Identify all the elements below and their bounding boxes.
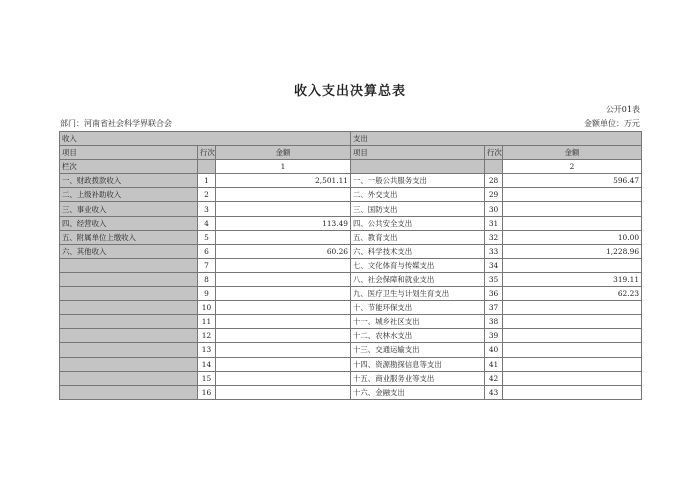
income-row-no-cell: 7 [198, 258, 216, 272]
income-item-cell [60, 329, 198, 343]
income-row-no-header: 行次 [198, 146, 216, 160]
page-title: 收入支出决算总表 [293, 84, 406, 99]
expense-amount-cell [503, 329, 642, 343]
expense-amount-cell [503, 301, 642, 315]
expense-item-cell: 六、科学技术支出 [351, 244, 485, 258]
income-row-no-cell: 1 [198, 174, 216, 188]
income-amount-cell [216, 188, 351, 202]
expense-col-number: 2 [503, 160, 642, 174]
expense-row-no-cell: 37 [485, 301, 503, 315]
expense-item-cell: 二、外交支出 [351, 188, 485, 202]
income-amount-cell [216, 272, 351, 286]
income-item-cell: 二、上级补助收入 [60, 188, 198, 202]
expense-row-no-cell: 33 [485, 244, 503, 258]
expense-row-no-cell: 39 [485, 329, 503, 343]
income-item-cell [60, 301, 198, 315]
income-row-no-cell: 13 [198, 343, 216, 357]
expense-amount-cell [503, 315, 642, 329]
income-item-cell [60, 357, 198, 371]
table-row [60, 371, 642, 385]
table-row [60, 272, 642, 286]
expense-col-no-blank [351, 160, 485, 174]
income-item-cell: 六、其他收入 [60, 244, 198, 258]
expense-amount-cell [503, 343, 642, 357]
expense-row-no-cell: 40 [485, 343, 503, 357]
department-label: 部门：河南省社会科学界联合会 [60, 119, 172, 128]
income-amount-cell [216, 343, 351, 357]
expense-amount-cell [503, 371, 642, 385]
expense-item-cell: 七、文化体育与传媒支出 [351, 258, 485, 272]
expense-row-no-cell: 41 [485, 357, 503, 371]
table-row [60, 188, 642, 202]
expense-row-no-cell: 32 [485, 230, 503, 244]
form-number: 公开01表 [605, 105, 640, 114]
expense-item-cell: 十三、交通运输支出 [351, 343, 485, 357]
table-row [60, 329, 642, 343]
table-row [60, 244, 642, 258]
income-amount-cell [216, 202, 351, 216]
income-amount-cell: 113.49 [216, 216, 351, 230]
income-item-cell [60, 287, 198, 301]
income-amount-cell [216, 371, 351, 385]
income-item-cell [60, 343, 198, 357]
expense-item-cell: 一、一般公共服务支出 [351, 174, 485, 188]
income-amount-cell [216, 287, 351, 301]
income-col-number: 1 [216, 160, 351, 174]
expense-row-no-cell: 31 [485, 216, 503, 230]
expense-amount-cell: 596.47 [503, 174, 642, 188]
expense-item-cell: 十二、农林水支出 [351, 329, 485, 343]
expense-amount-cell [503, 188, 642, 202]
expense-item-cell: 十四、资源勘探信息等支出 [351, 357, 485, 371]
income-row-no-cell: 16 [198, 385, 216, 399]
expense-amount-cell [503, 202, 642, 216]
income-amount-cell [216, 230, 351, 244]
column-number-row [60, 160, 642, 174]
income-amount-cell: 2,501.11 [216, 174, 351, 188]
column-header-row [60, 146, 642, 160]
income-amount-header: 金额 [216, 146, 351, 160]
income-row-no-cell: 15 [198, 371, 216, 385]
amount-unit-label: 金额单位：万元 [584, 119, 640, 128]
expense-row-no-header: 行次 [485, 146, 503, 160]
expense-amount-cell: 62.23 [503, 287, 642, 301]
table-row [60, 258, 642, 272]
income-amount-cell [216, 301, 351, 315]
income-section-header: 收入 [60, 132, 351, 146]
income-row-no-cell: 8 [198, 272, 216, 286]
expense-row-no-cell: 38 [485, 315, 503, 329]
table-row [60, 343, 642, 357]
expense-item-cell: 四、公共安全支出 [351, 216, 485, 230]
income-row-no-cell: 9 [198, 287, 216, 301]
income-row-no-cell: 5 [198, 230, 216, 244]
income-item-cell: 五、附属单位上缴收入 [60, 230, 198, 244]
expense-item-cell: 十六、金融支出 [351, 385, 485, 399]
income-col-no-blank [198, 160, 216, 174]
income-row-no-cell: 14 [198, 357, 216, 371]
income-expense-table [59, 131, 642, 400]
expense-row-no-cell: 35 [485, 272, 503, 286]
income-item-cell: 一、财政拨款收入 [60, 174, 198, 188]
income-amount-cell [216, 258, 351, 272]
table-row [60, 202, 642, 216]
table-row [60, 315, 642, 329]
expense-item-cell: 九、医疗卫生与计划生育支出 [351, 287, 485, 301]
expense-row-no-cell: 30 [485, 202, 503, 216]
expense-item-cell: 三、国防支出 [351, 202, 485, 216]
income-row-no-cell: 3 [198, 202, 216, 216]
table-row [60, 301, 642, 315]
expense-amount-cell [503, 216, 642, 230]
expense-row-no-cell: 43 [485, 385, 503, 399]
expense-amount-cell: 10.00 [503, 230, 642, 244]
income-amount-cell [216, 385, 351, 399]
income-row-no-cell: 4 [198, 216, 216, 230]
table-row [60, 230, 642, 244]
section-header-row [60, 132, 642, 146]
expense-amount-cell: 1,228.96 [503, 244, 642, 258]
income-item-cell [60, 385, 198, 399]
expense-amount-cell: 319.11 [503, 272, 642, 286]
income-item-header: 项目 [60, 146, 198, 160]
expense-section-header: 支出 [351, 132, 642, 146]
income-row-no-cell: 2 [198, 188, 216, 202]
income-row-no-cell: 11 [198, 315, 216, 329]
income-item-cell [60, 258, 198, 272]
income-row-no-cell: 6 [198, 244, 216, 258]
expense-amount-header: 金额 [503, 146, 642, 160]
income-amount-cell [216, 357, 351, 371]
expense-row-no-cell: 29 [485, 188, 503, 202]
table-row [60, 174, 642, 188]
expense-row-no-cell: 42 [485, 371, 503, 385]
income-item-cell: 三、事业收入 [60, 202, 198, 216]
income-row-no-cell: 12 [198, 329, 216, 343]
expense-item-cell: 五、教育支出 [351, 230, 485, 244]
income-row-no-cell: 10 [198, 301, 216, 315]
income-item-cell [60, 315, 198, 329]
expense-item-cell: 十五、商业服务业等支出 [351, 371, 485, 385]
table-row [60, 385, 642, 399]
expense-item-cell: 八、社会保障和就业支出 [351, 272, 485, 286]
expense-item-cell: 十、节能环保支出 [351, 301, 485, 315]
income-col-no-label: 栏次 [60, 160, 198, 174]
expense-amount-cell [503, 258, 642, 272]
expense-row-no-cell: 36 [485, 287, 503, 301]
income-item-cell [60, 371, 198, 385]
income-amount-cell [216, 315, 351, 329]
income-amount-cell: 60.26 [216, 244, 351, 258]
income-item-cell: 四、经营收入 [60, 216, 198, 230]
expense-amount-cell [503, 385, 642, 399]
expense-col-no-blank-2 [485, 160, 503, 174]
expense-row-no-cell: 28 [485, 174, 503, 188]
expense-row-no-cell: 34 [485, 258, 503, 272]
expense-item-cell: 十一、城乡社区支出 [351, 315, 485, 329]
income-item-cell [60, 272, 198, 286]
income-amount-cell [216, 329, 351, 343]
table-row [60, 216, 642, 230]
table-row [60, 287, 642, 301]
expense-item-header: 项目 [351, 146, 485, 160]
expense-amount-cell [503, 357, 642, 371]
table-row [60, 357, 642, 371]
